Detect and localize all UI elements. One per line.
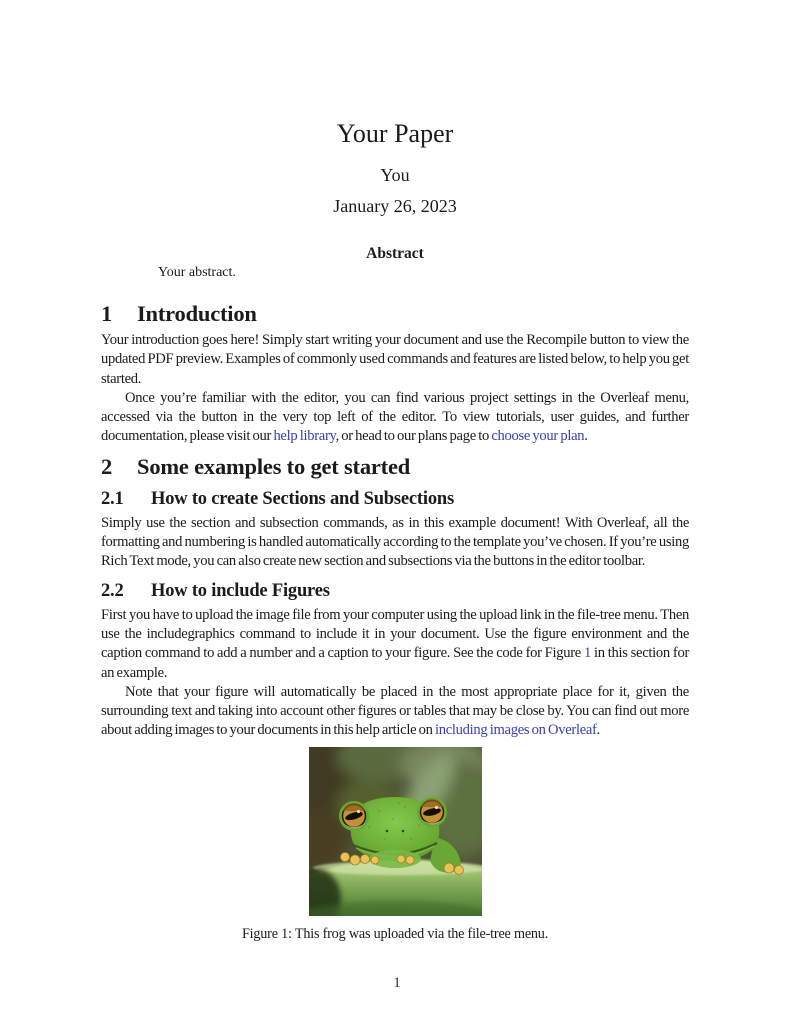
- text-run: in this section for an example.: [101, 645, 690, 681]
- text-run: .: [596, 722, 600, 739]
- paragraph: [101, 389, 689, 447]
- document-body: [101, 0, 689, 943]
- paragraph: [101, 514, 689, 572]
- choose-your-plan-link[interactable]: choose your plan: [491, 428, 585, 445]
- subsection-heading-sections: [101, 488, 689, 510]
- section-number: 1: [101, 301, 113, 326]
- text-run: Your introduction goes here! Simply start writing your document and use the Recompile button to view the updated PDF preview. Examples of commonly used commands and features are listed below, to help you get started.: [101, 332, 689, 387]
- paragraph: [101, 606, 689, 683]
- subsection-title: How to include Figures: [151, 580, 330, 601]
- page-title: Your Paper: [336, 119, 454, 148]
- abstract-text: Your abstract.: [158, 265, 236, 280]
- paragraph: [101, 683, 689, 741]
- author: You: [380, 165, 410, 185]
- date: January 26, 2023: [333, 196, 457, 216]
- text-run: Once you’re familiar with the editor, you can find various project settings in the Overleaf menu, accessed via the button in the very top left of the editor. To view tutorials, user guides, and further documentation, please visit our: [101, 389, 689, 445]
- including-images-link[interactable]: including images on Overleaf: [434, 722, 597, 739]
- frog-photo: [309, 747, 482, 916]
- paragraph: [101, 331, 689, 389]
- text-run: .: [584, 428, 588, 445]
- section-number: 2: [101, 453, 113, 479]
- page-number: 1: [393, 975, 401, 991]
- subsection-number: 2.1: [101, 488, 124, 509]
- subsection-title: How to create Sections and Subsections: [151, 488, 454, 509]
- text-run: Note that your figure will automatically be placed in the most appropriate place for it, given the surrounding text and taking into account other figures or tables that may be close by. You can find out more about adding images to your documents in this help article on: [101, 683, 689, 739]
- help-library-link[interactable]: help library: [273, 428, 336, 445]
- figure-caption: Figure 1: This frog was uploaded via the file-tree menu.: [241, 925, 549, 942]
- figure-1-ref-link[interactable]: 1: [584, 645, 591, 662]
- section-title: Introduction: [137, 301, 257, 326]
- figure-1: [101, 747, 689, 943]
- subsection-heading-figures: [101, 580, 689, 602]
- subsection-number: 2.2: [101, 580, 124, 601]
- abstract-heading: Abstract: [366, 245, 424, 262]
- text-run: , or head to our plans page to: [335, 428, 492, 445]
- section-title: Some examples to get started: [137, 453, 411, 479]
- section-heading-introduction: [101, 300, 689, 327]
- text-run: Simply use the section and subsection commands, as in this example document! With Overleaf, all the formatting and numbering is handled automatically according to the template you’ve chosen. If you’re using Rich Text mode, you can also create new section and subsections via the buttons in the editor toolbar.: [101, 514, 689, 570]
- section-heading-examples: [101, 453, 689, 480]
- text-run: First you have to upload the image file from your computer using the upload link in the file-tree menu. Then use the includegraphics command to include it in your document. Use the figure environment and the caption command to add a number and a caption to your figure. See the code for Figure: [101, 606, 689, 662]
